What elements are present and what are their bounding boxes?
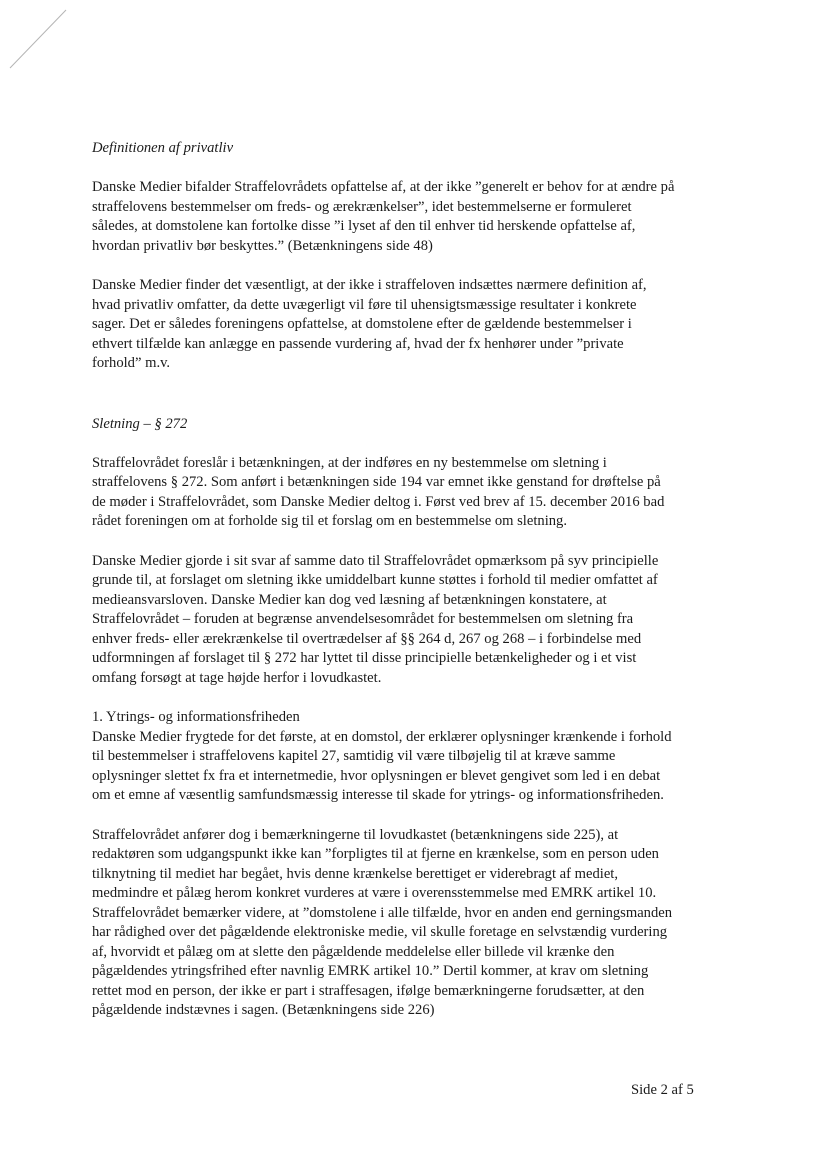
text-line: Danske Medier bifalder Straffelovrådets opfattelse af, at der ikke ”generelt er behov for at ændre på [92, 179, 675, 195]
text-line: enhver freds- eller ærekrænkelse til overtrædelser af §§ 264 d, 267 og 268 – i forbindelse med [92, 630, 642, 647]
text-line: hvordan privatliv bør beskyttes.” (Betænkningens side 48) [92, 237, 433, 254]
text-line: således, at domstolene kan fortolke disse ”i lyset af den til enhver tid herskende opfattelse af, [92, 218, 636, 234]
text-line: forhold” m.v. [92, 355, 171, 371]
text-line: sager. Det er således foreningens opfattelse, at domstolene efter de gældende bestemmelser i [92, 316, 632, 332]
document-page [92, 138, 742, 1021]
text-line: tilknytning til mediet har begået, hvis denne krænkelse berettiget er viderebragt af mediet, [92, 865, 619, 882]
text-line: udformningen af forslaget til § 272 har lyttet til disse principielle betænkeligheder og i et vist [92, 650, 637, 666]
text-line: ethvert tilfælde kan anlægge en passende vurdering af, hvad der fx henhører under ”private [92, 335, 624, 352]
text-line: Straffelovrådet foreslår i betænkningen, at der indføres en ny bestemmelse om sletning i [92, 454, 607, 471]
text-line: medmindre et pålæg herom konkret vurderes at være i overensstemmelse med EMRK artikel 10. [92, 885, 657, 901]
text-line: straffelovens § 272. Som anført i betænkningen side 194 var emnet ikke genstand for drøftelse på [92, 474, 661, 490]
text-line: rettet mod en person, der ikke er part i straffesagen, ifølge bemærkningerne forudsætter, at den [92, 982, 645, 999]
text-line: medieansvarsloven. Danske Medier kan dog ved læsning af betænkningen konstatere, at [92, 591, 607, 608]
text-line: straffelovens bestemmelser om freds- og ærekrænkelser”, idet bestemmelserne er formuleret [92, 198, 632, 215]
text-line: Danske Medier finder det væsentligt, at der ikke i straffeloven indsættes nærmere definition af, [92, 277, 647, 293]
page-number: Side 2 af 5 [631, 1082, 694, 1098]
subsection-title-ytringsfrihed: 1. Ytrings- og informationsfriheden [92, 709, 300, 725]
paragraph-privatliv-2 [92, 276, 742, 374]
text-line: pågældende indstævnes i sagen. (Betænkningens side 226) [92, 1002, 435, 1018]
text-line: har rådighed over det pågældende elektroniske medie, vil skulle foretage en selvstændig vurdering [92, 924, 668, 940]
text-line: Danske Medier frygtede for det første, at en domstol, der erklærer oplysninger krænkende i forhold [92, 728, 672, 745]
section-heading-privatliv: Definitionen af privatliv [92, 140, 234, 156]
text-line: hvad privatliv omfatter, da dette uvægerligt vil føre til uhensigtsmæssige resultater i konkrete [92, 296, 637, 313]
corner-pen-mark [0, 0, 80, 80]
text-line: Straffelovrådet anfører dog i bemærkningerne til lovudkastet (betænkningens side 225), at [92, 826, 619, 843]
text-line: Straffelovrådet bemærker videre, at ”domstolene i alle tilfælde, hvor en anden end gerningsmanden [92, 904, 673, 921]
text-line: af, hvorvidt et pålæg om at slette den pågældende meddelelse eller billede vil krænke den [92, 943, 615, 960]
paragraph-sletning-2 [92, 552, 742, 689]
text-line: til bestemmelser i straffelovens kapitel 27, samtidig vil være tilbøjelig til at kræve samme [92, 748, 616, 764]
paragraph-sletning-4 [92, 826, 742, 1021]
text-line: Straffelovrådet – foruden at begrænse anvendelsesområdet for bestemmelsen om sletning fra [92, 611, 634, 627]
text-line: omfang forsøgt at tage højde herfor i lovudkastet. [92, 669, 382, 686]
paragraph-privatliv-1 [92, 178, 742, 256]
text-line: oplysninger slettet fx fra et internetmedie, hvor oplysningen er blevet gengivet som led i en debat [92, 767, 661, 784]
paragraph-sletning-3 [92, 728, 742, 806]
text-line: om et emne af væsentlig samfundsmæssig interesse til skade for ytrings- og informationsfriheden. [92, 787, 664, 803]
text-line: de møder i Straffelovrådet, som Danske Medier deltog i. Først ved brev af 15. december 2016 bad [92, 493, 665, 510]
text-line: pågældendes ytringsfrihed efter navnlig EMRK artikel 10.” Dertil kommer, at krav om sletning [92, 963, 649, 979]
text-line: rådet foreningen om at forholde sig til et forslag om en bestemmelse om sletning. [92, 513, 567, 529]
section-heading-sletning: Sletning – § 272 [92, 415, 188, 432]
text-line: grunde til, at forslaget om sletning ikke umiddelbart kunne støttes i forhold til medier omfattet af [92, 572, 658, 588]
paragraph-sletning-1 [92, 454, 742, 532]
text-line: redaktøren som udgangspunkt ikke kan ”forpligtes til at fjerne en krænkelse, som en person uden [92, 846, 659, 862]
text-line: Danske Medier gjorde i sit svar af samme dato til Straffelovrådet opmærksom på syv principielle [92, 552, 659, 569]
